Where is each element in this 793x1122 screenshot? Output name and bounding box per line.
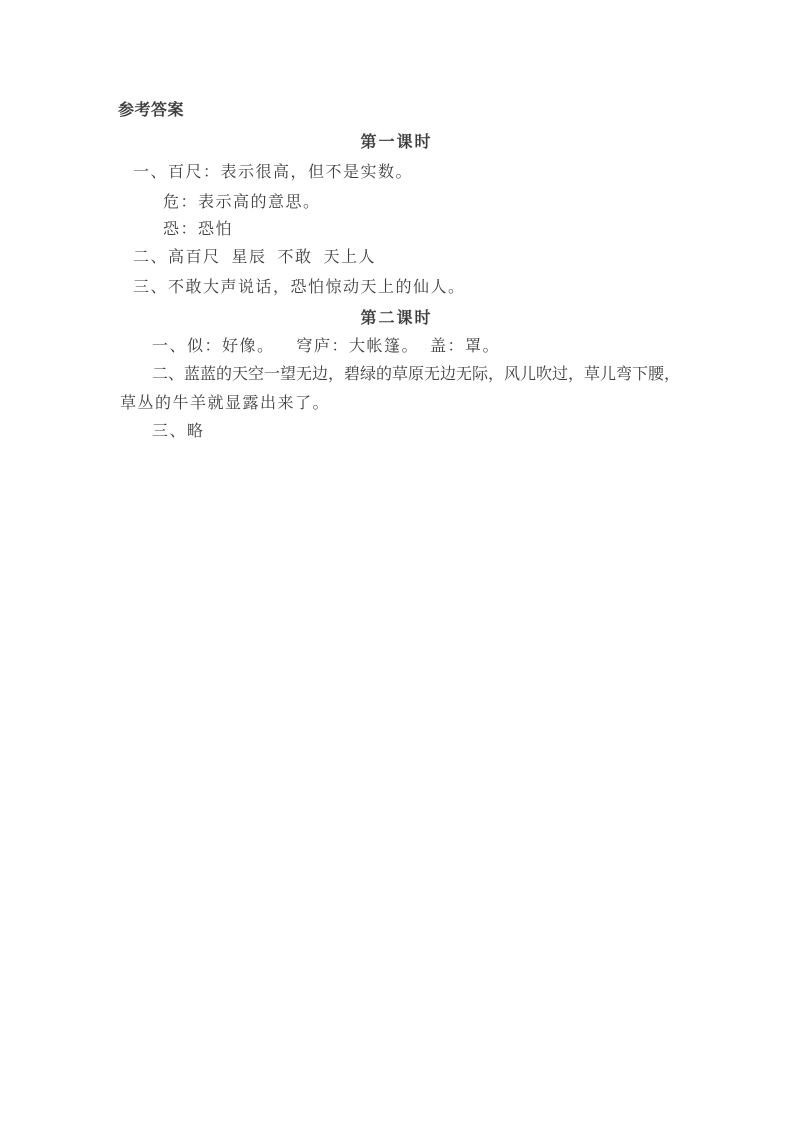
section-1-answer-1-sub-2: 恐：恐怕 [163,221,234,238]
section-2-heading: 第二课时 [360,310,433,327]
section-2-answer-3: 三、略 [152,423,205,440]
section-2-answer-2-line-1: 二、蓝蓝的天空一望无边，碧绿的草原无边无际，风儿吹过，草儿弯下腰， [152,366,681,383]
section-2-answer-2-line-2: 草丛的牛羊就显露出来了。 [120,395,331,412]
section-1-heading: 第一课时 [360,134,433,151]
section-2-answer-1: 一、似：好像。 穹庐：大帐篷。 盖：罩。 [152,338,501,355]
section-1-answer-1-sub-1: 危：表示高的意思。 [163,194,321,211]
doc-title: 参考答案 [118,102,185,119]
section-1-answer-2: 二、高百尺 星辰 不敢 天上人 [133,249,377,266]
section-1-answer-3: 三、不敢大声说话，恐怕惊动天上的仙人。 [133,279,466,296]
section-1-answer-1: 一、百尺：表示很高，但不是实数。 [133,164,414,181]
